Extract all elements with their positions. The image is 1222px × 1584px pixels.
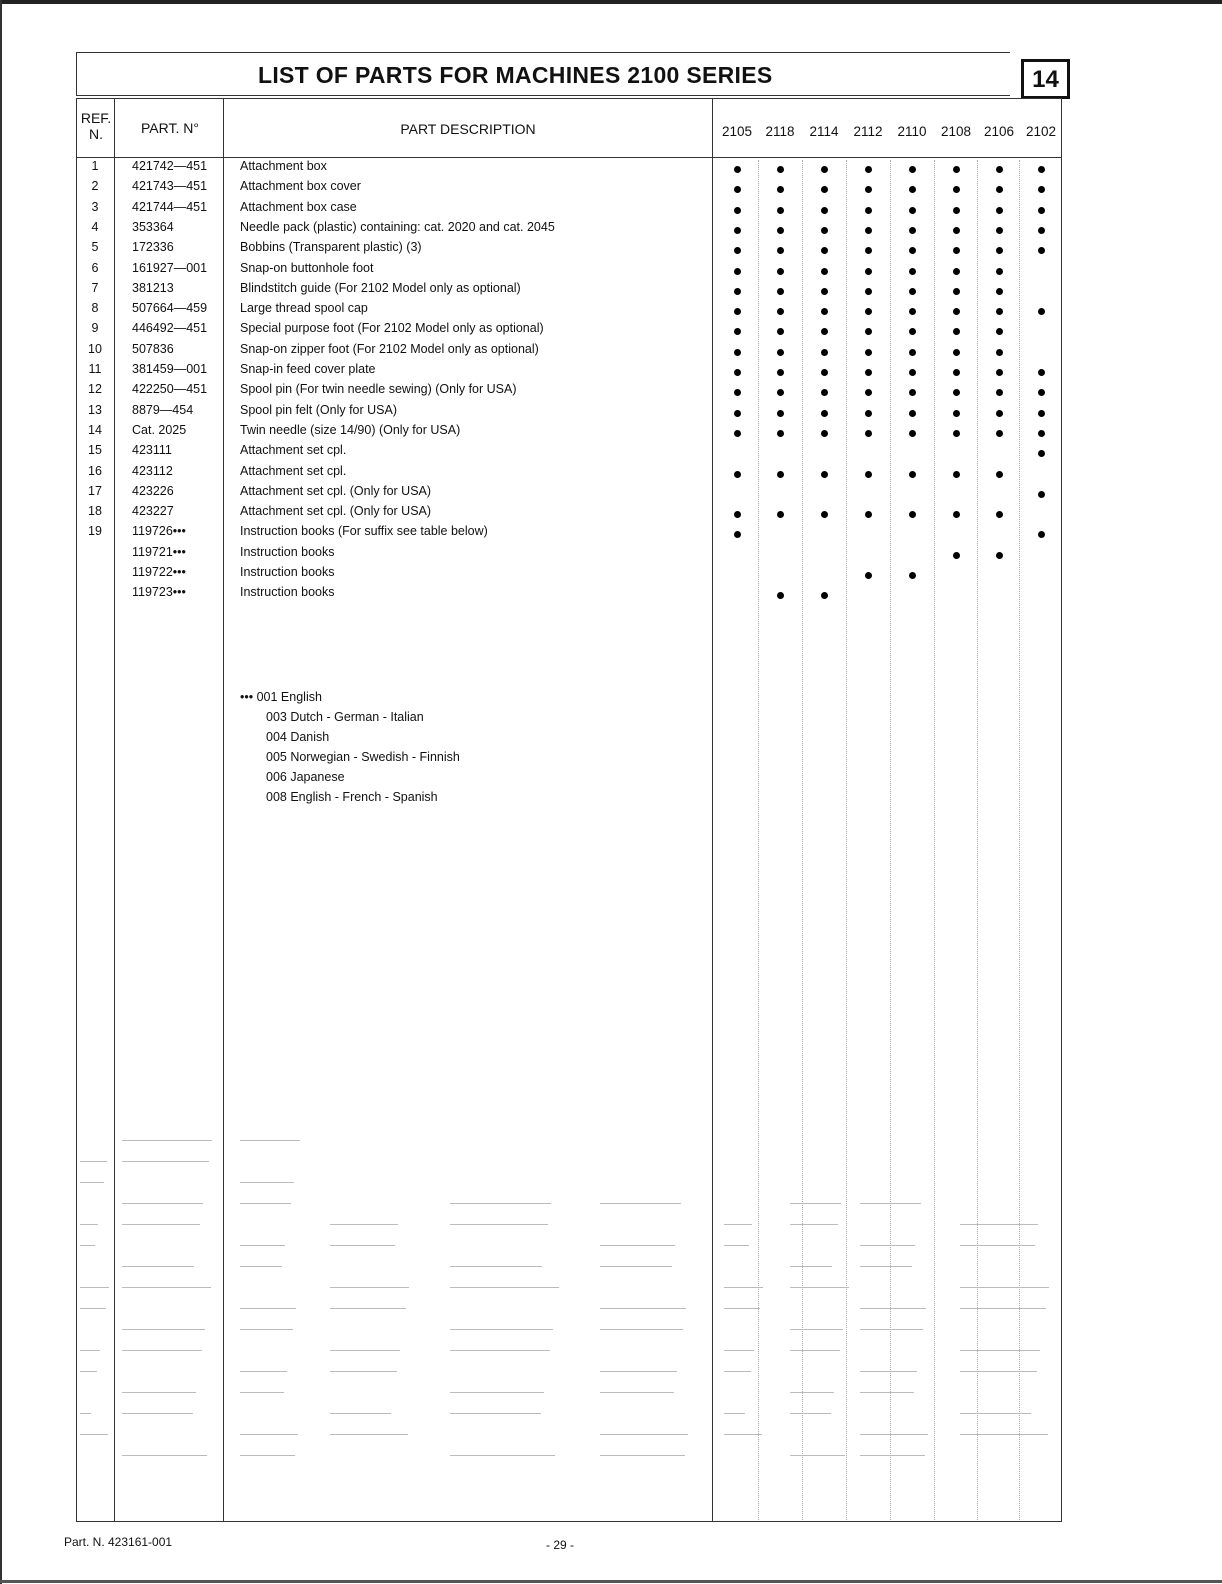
availability-dot (734, 369, 741, 376)
part-description: Attachment set cpl. (Only for USA) (240, 504, 432, 519)
scan-artifact (960, 1350, 1040, 1351)
scan-artifact (330, 1224, 398, 1225)
scan-artifact (600, 1329, 683, 1330)
part-description: Bobbins (Transparent plastic) (3) (240, 240, 422, 255)
availability-dot (734, 430, 741, 437)
scan-artifact (240, 1203, 291, 1204)
availability-dot (909, 369, 916, 376)
availability-dot (777, 227, 784, 234)
ref-number: 7 (91, 280, 99, 295)
ref-number: 5 (91, 240, 99, 255)
availability-dot (953, 268, 960, 275)
part-number: 119723••• (132, 585, 186, 600)
part-number: 423226 (132, 483, 174, 498)
part-number: 446492—451 (132, 321, 208, 336)
scan-artifact (330, 1245, 395, 1246)
scan-artifact (240, 1434, 298, 1435)
ref-number: 14 (88, 422, 102, 437)
legend-line-6: 008 English - French - Spanish (266, 790, 438, 804)
part-number: Cat. 2025 (132, 422, 187, 437)
model-header-7: 2102 (1025, 124, 1057, 139)
ref-number: 13 (88, 402, 102, 417)
scan-artifact (600, 1371, 677, 1372)
legend-line-5: 006 Japanese (266, 770, 345, 784)
part-description: Twin needle (size 14/90) (Only for USA) (240, 422, 461, 437)
scan-artifact (860, 1392, 914, 1393)
availability-dot (996, 227, 1003, 234)
scan-artifact (450, 1224, 548, 1225)
table-row (76, 403, 716, 423)
scan-artifact (600, 1434, 688, 1435)
bottom-border (0, 1580, 1222, 1583)
availability-dot (909, 166, 916, 173)
part-description: Instruction books (For suffix see table below) (240, 524, 488, 539)
part-number: 423227 (132, 504, 174, 519)
ref-number: 6 (91, 260, 99, 275)
availability-dot (865, 268, 872, 275)
model-header-4: 2110 (897, 124, 927, 139)
part-number: 119726••• (132, 524, 186, 539)
scan-artifact (80, 1182, 104, 1183)
availability-dot (821, 471, 828, 478)
availability-dot (953, 207, 960, 214)
scan-artifact (790, 1329, 843, 1330)
part-number: 421742—451 (132, 159, 208, 173)
scan-artifact (790, 1203, 841, 1204)
legend-line-3: 004 Danish (266, 730, 330, 744)
model-column-guide (758, 160, 759, 1520)
availability-dot (996, 349, 1003, 356)
model-header-6: 2106 (983, 124, 1015, 139)
availability-dot (953, 369, 960, 376)
scan-artifact (790, 1350, 840, 1351)
availability-dot (734, 166, 741, 173)
availability-dot (865, 227, 872, 234)
availability-dot (865, 166, 872, 173)
scan-artifact (330, 1413, 391, 1414)
scan-artifact (450, 1392, 544, 1393)
table-row (76, 585, 716, 605)
scan-artifact (450, 1413, 541, 1414)
legend-line-1: ••• 001 English (240, 690, 322, 704)
availability-dot (777, 410, 784, 417)
part-number: 423112 (132, 463, 173, 478)
scan-artifact (450, 1287, 559, 1288)
availability-dot (865, 288, 872, 295)
header-ref: REF. (80, 110, 112, 126)
part-description: Attachment set cpl. (240, 463, 347, 478)
ref-number: 1 (91, 159, 99, 173)
legend-line-4: 005 Norwegian - Swedish - Finnish (266, 750, 460, 764)
part-number: 381459—001 (132, 362, 208, 376)
availability-dot (909, 430, 916, 437)
scan-artifact (450, 1455, 555, 1456)
part-number: 119722••• (132, 565, 186, 579)
table-row (76, 261, 716, 281)
page-number-badge: 14 (1021, 59, 1070, 99)
part-number: 8879—454 (132, 402, 194, 417)
header-ref-n: N. (89, 126, 103, 142)
scan-artifact (790, 1455, 845, 1456)
availability-dot (996, 552, 1003, 559)
table-row (76, 443, 716, 463)
availability-dot (734, 227, 741, 234)
model-header-0: 2105 (721, 124, 753, 139)
scan-artifact (240, 1455, 295, 1456)
ref-number: 19 (88, 524, 102, 539)
availability-dot (909, 349, 916, 356)
scan-artifact (122, 1287, 211, 1288)
scan-artifact (240, 1140, 300, 1141)
scan-artifact (122, 1224, 200, 1225)
model-column-guide (1019, 160, 1020, 1520)
availability-dot (996, 471, 1003, 478)
scan-artifact (240, 1266, 282, 1267)
scan-artifact (960, 1287, 1049, 1288)
availability-dot (777, 207, 784, 214)
scan-artifact (600, 1203, 681, 1204)
part-number: 507664—459 (132, 301, 208, 316)
part-number: 507836 (132, 341, 174, 356)
scan-artifact (122, 1161, 209, 1162)
scan-artifact (122, 1140, 212, 1141)
availability-dot (734, 349, 741, 356)
availability-dot (734, 207, 741, 214)
table-row (76, 545, 716, 565)
availability-dot (865, 349, 872, 356)
part-number: 423111 (132, 443, 172, 458)
ref-number: 17 (88, 483, 102, 498)
availability-dot (777, 471, 784, 478)
table-row (76, 321, 716, 341)
availability-dot (909, 410, 916, 417)
availability-dot (865, 471, 872, 478)
scan-artifact (330, 1371, 397, 1372)
scan-artifact (724, 1287, 763, 1288)
availability-dot (777, 268, 784, 275)
legend-line-2: 003 Dutch - German - Italian (266, 710, 424, 724)
availability-dot (996, 430, 1003, 437)
ref-number: 3 (91, 199, 99, 214)
availability-dot (1038, 166, 1045, 173)
scan-artifact (724, 1350, 754, 1351)
scan-artifact (330, 1308, 406, 1309)
scan-artifact (724, 1308, 760, 1309)
availability-dot (1038, 410, 1045, 417)
part-description: Attachment set cpl. (Only for USA) (240, 483, 432, 498)
availability-dot (821, 349, 828, 356)
table-row (76, 382, 716, 402)
availability-dot (777, 369, 784, 376)
page-title: LIST OF PARTS FOR MACHINES 2100 SERIES (258, 62, 773, 88)
scan-artifact (80, 1413, 91, 1414)
part-number: 421743—451 (132, 179, 208, 194)
scan-artifact (960, 1413, 1031, 1414)
ref-number: 4 (91, 219, 99, 234)
scan-artifact (960, 1434, 1048, 1435)
availability-dot (1038, 491, 1045, 498)
scan-artifact (450, 1350, 550, 1351)
availability-dot (821, 227, 828, 234)
scan-artifact (80, 1371, 97, 1372)
table-row (76, 342, 716, 362)
availability-dot (821, 166, 828, 173)
scan-artifact (790, 1413, 831, 1414)
part-description: Attachment box (240, 159, 327, 173)
scan-artifact (122, 1392, 196, 1393)
scan-artifact (122, 1329, 205, 1330)
part-number: 353364 (132, 219, 174, 234)
scan-artifact (860, 1455, 925, 1456)
scan-artifact (240, 1392, 284, 1393)
table-row (76, 504, 716, 524)
scan-artifact (122, 1266, 194, 1267)
part-description: Instruction books (240, 544, 335, 559)
header-part-description: PART DESCRIPTION (400, 121, 536, 137)
scan-artifact (724, 1371, 751, 1372)
scan-artifact (600, 1455, 685, 1456)
scan-artifact (122, 1203, 203, 1204)
scan-artifact (240, 1329, 293, 1330)
scan-artifact (860, 1434, 928, 1435)
availability-dot (953, 552, 960, 559)
scan-artifact (450, 1329, 553, 1330)
model-header-1: 2118 (765, 124, 795, 139)
availability-dot (909, 227, 916, 234)
scan-artifact (724, 1224, 752, 1225)
table-row (76, 423, 716, 443)
scan-artifact (80, 1287, 109, 1288)
availability-dot (1038, 369, 1045, 376)
scan-artifact (240, 1182, 294, 1183)
table-row (76, 281, 716, 301)
scan-artifact (600, 1245, 675, 1246)
availability-dot (996, 410, 1003, 417)
scan-artifact (860, 1329, 923, 1330)
model-column-guide (890, 160, 891, 1520)
availability-dot (777, 288, 784, 295)
availability-dot (777, 349, 784, 356)
availability-dot (865, 572, 872, 579)
availability-dot (821, 430, 828, 437)
part-description: Snap-on zipper foot (For 2102 Model only as optional) (240, 341, 539, 356)
availability-dot (996, 369, 1003, 376)
ref-number: 18 (88, 504, 102, 519)
ref-number: 8 (91, 301, 99, 316)
scan-artifact (790, 1224, 838, 1225)
header-part-no: PART. N° (141, 120, 199, 136)
part-description: Spool pin felt (Only for USA) (240, 402, 398, 417)
part-description: Special purpose foot (For 2102 Model only as optional) (240, 321, 544, 336)
part-description: Instruction books (240, 565, 335, 579)
scan-artifact (724, 1434, 762, 1435)
ref-number: 16 (88, 463, 102, 478)
model-header-2: 2114 (809, 124, 839, 139)
scan-artifact (80, 1350, 100, 1351)
availability-dot (734, 268, 741, 275)
availability-dot (821, 207, 828, 214)
availability-dot (1038, 207, 1045, 214)
availability-dot (996, 166, 1003, 173)
availability-dot (865, 369, 872, 376)
part-description: Attachment box cover (240, 179, 361, 194)
availability-dot (821, 369, 828, 376)
model-header-5: 2108 (940, 124, 972, 139)
availability-dot (996, 207, 1003, 214)
scan-artifact (724, 1413, 745, 1414)
availability-dot (821, 288, 828, 295)
table-row (76, 484, 716, 504)
model-column-guide (846, 160, 847, 1520)
scan-artifact (122, 1455, 207, 1456)
availability-dot (953, 349, 960, 356)
availability-dot (865, 207, 872, 214)
scan-artifact (960, 1308, 1046, 1309)
part-description: Spool pin (For twin needle sewing) (Only for USA) (240, 382, 517, 397)
part-number: 421744—451 (132, 199, 208, 214)
model-column-guide (977, 160, 978, 1520)
scan-artifact (790, 1266, 832, 1267)
availability-dot (821, 410, 828, 417)
part-description: Large thread spool cap (240, 301, 368, 316)
table-row (76, 159, 716, 179)
ref-number: 15 (88, 443, 102, 458)
ref-number: 11 (88, 362, 102, 376)
footer-page-number: - 29 - (546, 1538, 575, 1552)
scan-artifact (600, 1392, 674, 1393)
ref-number: 10 (88, 341, 102, 356)
table-row (76, 200, 716, 220)
scan-artifact (600, 1266, 672, 1267)
availability-dot (909, 572, 916, 579)
part-description: Attachment box case (240, 199, 357, 214)
scan-artifact (122, 1350, 202, 1351)
scan-artifact (860, 1308, 926, 1309)
ref-number: 12 (88, 382, 102, 397)
scan-artifact (790, 1392, 834, 1393)
scan-artifact (240, 1308, 296, 1309)
left-border (0, 0, 2, 1584)
availability-dot (953, 288, 960, 295)
availability-dot (953, 410, 960, 417)
table-row (76, 362, 716, 382)
availability-dot (996, 268, 1003, 275)
scan-artifact (80, 1434, 108, 1435)
top-border (0, 0, 1222, 4)
table-row (76, 179, 716, 199)
availability-dot (1038, 227, 1045, 234)
scan-artifact (122, 1413, 193, 1414)
scan-artifact (80, 1308, 106, 1309)
scan-artifact (330, 1434, 408, 1435)
availability-dot (996, 288, 1003, 295)
availability-dot (953, 166, 960, 173)
part-number: 161927—001 (132, 260, 208, 275)
availability-dot (734, 288, 741, 295)
table-row (76, 524, 716, 544)
scan-artifact (240, 1245, 285, 1246)
ref-number: 9 (91, 321, 99, 336)
scan-artifact (240, 1371, 287, 1372)
part-description: Snap-in feed cover plate (240, 362, 376, 376)
table-row (76, 220, 716, 240)
scan-artifact (960, 1224, 1038, 1225)
availability-dot (821, 268, 828, 275)
scan-artifact (724, 1245, 749, 1246)
availability-dot (734, 471, 741, 478)
part-description: Instruction books (240, 585, 335, 600)
scan-artifact (790, 1287, 849, 1288)
scan-artifact (860, 1245, 915, 1246)
availability-dot (909, 288, 916, 295)
part-description: Needle pack (plastic) containing: cat. 2020 and cat. 2045 (240, 219, 555, 234)
part-description: Snap-on buttonhole foot (240, 260, 374, 275)
part-number: 422250—451 (132, 382, 208, 397)
part-number: 381213 (132, 280, 174, 295)
table-row (76, 464, 716, 484)
scan-artifact (80, 1161, 107, 1162)
model-column-guide (934, 160, 935, 1520)
availability-dot (865, 430, 872, 437)
availability-dot (734, 410, 741, 417)
scan-artifact (450, 1266, 542, 1267)
model-column-guide (802, 160, 803, 1520)
ref-number: 2 (91, 179, 99, 194)
part-description: Attachment set cpl. (240, 443, 347, 458)
scan-artifact (80, 1224, 98, 1225)
scan-artifact (960, 1245, 1035, 1246)
table-row (76, 301, 716, 321)
availability-dot (953, 227, 960, 234)
availability-dot (865, 410, 872, 417)
availability-dot (953, 430, 960, 437)
scan-artifact (80, 1245, 95, 1246)
scan-artifact (330, 1287, 409, 1288)
table-row (76, 240, 716, 260)
model-header-3: 2112 (853, 124, 883, 139)
part-number: 119721••• (132, 544, 186, 559)
table-row (76, 565, 716, 585)
scan-artifact (960, 1371, 1037, 1372)
part-description: Blindstitch guide (For 2102 Model only as optional) (240, 280, 521, 295)
availability-dot (953, 471, 960, 478)
scan-artifact (860, 1371, 917, 1372)
availability-dot (909, 207, 916, 214)
scan-artifact (860, 1266, 912, 1267)
availability-dot (909, 268, 916, 275)
availability-dot (1038, 430, 1045, 437)
availability-dot (777, 166, 784, 173)
footer-part-number: Part. N. 423161-001 (64, 1535, 173, 1549)
availability-dot (777, 430, 784, 437)
availability-dot (909, 471, 916, 478)
scan-artifact (860, 1203, 921, 1204)
part-number: 172336 (132, 240, 174, 255)
scan-artifact (600, 1308, 686, 1309)
scan-artifact (450, 1203, 551, 1204)
scan-artifact (330, 1350, 400, 1351)
